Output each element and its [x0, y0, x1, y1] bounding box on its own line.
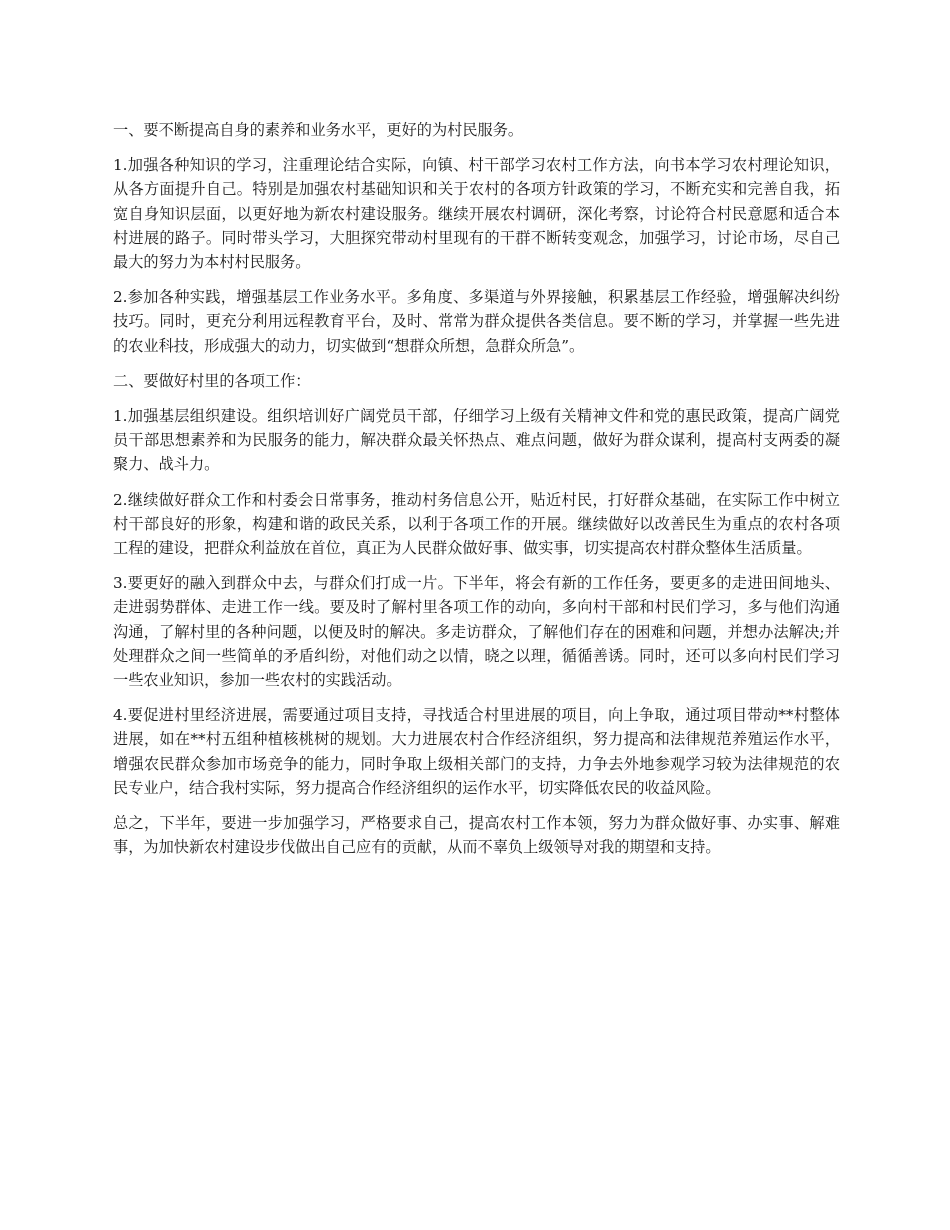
paragraph-1-2: 2.参加各种实践，增强基层工作业务水平。多角度、多渠道与外界接触，积累基层工作经验，增强解决纠纷技巧。同时，更充分利用远程教育平台，及时、常常为群众提供各类信息。要不断的学习，并掌握一些先进的农业科技，形成强大的动力，切实做到“想群众所想，急群众所急”。: [113, 288, 840, 355]
document-body: [113, 118, 840, 870]
section-heading-1: 一、要不断提高自身的素养和业务水平，更好的为村民服务。: [113, 121, 524, 139]
paragraph-1-1: 1.加强各种知识的学习，注重理论结合实际，向镇、村干部学习农村工作方法，向书本学习农村理论知识，从各方面提升自己。特别是加强农村基础知识和关于农村的各项方针政策的学习，不断充实和完善自我，拓宽自身知识层面，以更好地为新农村建设服务。继续开展农村调研，深化考察，讨论符合村民意愿和适合本村进展的路子。同时带头学习，大胆探究带动村里现有的干群不断转变观念，加强学习，讨论市场，尽自己最大的努力为本村村民服务。: [113, 156, 840, 272]
conclusion-paragraph: 总之，下半年，要进一步加强学习，严格要求自己，提高农村工作本领，努力为群众做好事、办实事、解难事，为加快新农村建设步伐做出自己应有的贡献，从而不辜负上级领导对我的期望和支持。: [113, 814, 840, 857]
paragraph-2-4: 4.要促进村里经济进展，需要通过项目支持，寻找适合村里进展的项目，向上争取，通过项目带动**村整体进展，如在**村五组种植核桃树的规划。大力进展农村合作经济组织，努力提高和法律规范养殖运作水平，增强农民群众参加市场竞争的能力，同时争取上级相关部门的支持，力争去外地参观学习较为法律规范的农民专业户，结合我村实际，努力提高合作经济组织的运作水平，切实降低农民的收益风险。: [113, 706, 840, 797]
paragraph-2-1: 1.加强基层组织建设。组织培训好广阔党员干部，仔细学习上级有关精神文件和党的惠民政策，提高广阔党员干部思想素养和为民服务的能力，解决群众最关怀热点、难点问题，做好为群众谋利，提高村支两委的凝聚力、战斗力。: [113, 407, 840, 474]
section-heading-2: 二、要做好村里的各项工作：: [113, 371, 311, 390]
paragraph-2-2: 2.继续做好群众工作和村委会日常事务，推动村务信息公开，贴近村民，打好群众基础，在实际工作中树立村干部良好的形象，构建和谐的政民关系，以利于各项工作的开展。继续做好以改善民生为重点的农村各项工程的建设，把群众利益放在首位，真正为人民群众做好事、做实事，切实提高农村群众整体生活质量。: [113, 490, 840, 558]
paragraph-2-3: 3.要更好的融入到群众中去，与群众们打成一片。下半年，将会有新的工作任务，要更多的走进田间地头、走进弱势群体、走进工作一线。要及时了解村里各项工作的动向，多向村干部和村民们学习，多与他们沟通沟通，了解村里的各种问题，以便及时的解决。多走访群众，了解他们存在的困难和问题，并想办法解决;并处理群众之间一些简单的矛盾纠纷，对他们动之以情，晓之以理，循循善诱。同时，还可以多向村民们学习一些农业知识，参加一些农村的实践活动。: [113, 574, 840, 690]
